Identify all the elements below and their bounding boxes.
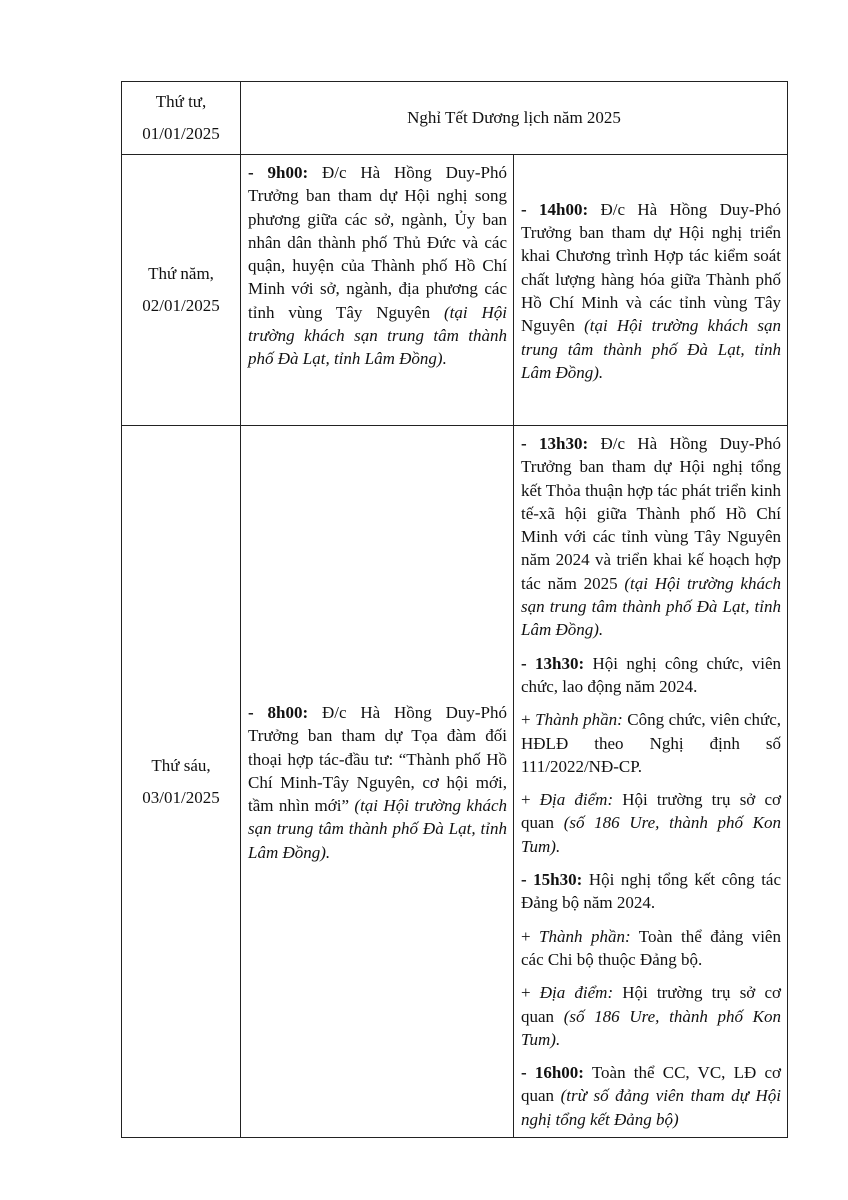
entry-time: - 8h00:	[248, 702, 309, 722]
participants-label: Thành phần:	[539, 926, 631, 946]
entry-location	[521, 788, 781, 858]
day-cell	[122, 426, 241, 1138]
morning-cell	[241, 426, 514, 1138]
day-name: Thứ sáu,	[151, 755, 211, 775]
holiday-cell: Nghỉ Tết Dương lịch năm 2025	[241, 82, 788, 155]
entry-time: - 15h30:	[521, 870, 583, 890]
entry-text: Hội nghị tổng kết công tác Đảng bộ năm 2024.	[521, 870, 782, 913]
afternoon-cell	[514, 155, 788, 426]
bullet-prefix: +	[521, 983, 540, 1003]
participants-text: Toàn thể đảng viên các Chi bộ thuộc Đảng bộ.	[521, 926, 781, 969]
entry-note: (tại Hội trường khách sạn trung tâm thành phố Đà Lạt, tỉnh Lâm Đồng).	[521, 573, 781, 640]
entry-note: (tại Hội trường khách sạn trung tâm thành phố Đà Lạt, tỉnh Lâm Đồng).	[248, 796, 507, 862]
entry-participants	[521, 708, 781, 778]
schedule-entry	[521, 198, 781, 384]
entry-note: (tại Hội trường khách sạn trung tâm thành phố Đà Lạt, tỉnh Lâm Đồng).	[248, 302, 507, 369]
day-date: 03/01/2025	[142, 787, 220, 807]
day-date: 02/01/2025	[142, 296, 220, 315]
schedule-entry	[521, 432, 781, 642]
location-label: Địa điểm:	[539, 790, 614, 810]
entry-text: Đ/c Hà Hồng Duy-Phó Trưởng ban tham dự Hội nghị triển khai Chương trình Hợp tác kiểm soát chất lượng hàng hóa giữa Thành phố Hồ Chí Minh và các tỉnh vùng Tây Nguyên	[521, 199, 781, 336]
day-name: Thứ năm,	[148, 264, 214, 283]
entry-text: Đ/c Hà Hồng Duy-Phó Trưởng ban tham dự Tọa đàm đối thoại hợp tác-đầu tư: “Thành phố Hồ Chí Minh-Tây Nguyên, cơ hội mới, tầm nhìn mới”	[248, 702, 507, 816]
bullet-prefix: +	[521, 790, 540, 810]
schedule-entry	[248, 701, 507, 864]
schedule-entry	[521, 652, 781, 699]
schedule-entry	[521, 1061, 781, 1131]
location-label: Địa điểm:	[539, 983, 614, 1003]
participants-label: Thành phần:	[535, 710, 623, 730]
entry-text: Toàn thể CC, VC, LĐ cơ quan	[521, 1063, 781, 1106]
location-text: Hội trường trụ sở cơ quan	[521, 983, 781, 1026]
day-date: 01/01/2025	[142, 124, 220, 143]
bullet-prefix: +	[521, 926, 540, 946]
schedule-table	[121, 81, 788, 1138]
entry-text: Đ/c Hà Hồng Duy-Phó Trưởng ban tham dự Hội nghị song phương giữa các sở, ngành, Ủy ban nhân dân thành phố Thủ Đức và các quận, huyện của Thành phố Hồ Chí Minh với sở, ngành, địa phương các tỉnh vùng Tây Nguyên	[248, 163, 507, 322]
entry-note: (trừ số đảng viên tham dự Hội nghị tổng kết Đảng bộ)	[521, 1086, 782, 1129]
entry-note: (tại Hội trường khách sạn trung tâm thành phố Đà Lạt, tỉnh Lâm Đồng).	[521, 316, 781, 382]
entry-text: Hội nghị công chức, viên chức, lao động năm 2024.	[521, 653, 782, 696]
entry-time: - 9h00:	[248, 163, 309, 182]
table-row	[122, 82, 788, 155]
table-row	[122, 426, 788, 1138]
entry-time: - 13h30:	[521, 434, 589, 453]
entry-location	[521, 981, 781, 1051]
location-note: (số 186 Ure, thành phố Kon Tum).	[521, 813, 782, 856]
schedule-entry	[521, 868, 781, 915]
location-text: Hội trường trụ sở cơ quan	[521, 790, 781, 833]
entry-time: - 13h30:	[521, 653, 585, 673]
day-name: Thứ tư,	[155, 92, 207, 111]
morning-cell	[241, 155, 514, 426]
participants-text: Công chức, viên chức, HĐLĐ theo Nghị định số 111/2022/NĐ-CP.	[521, 710, 782, 776]
table-row	[122, 155, 788, 426]
schedule-entry	[248, 161, 507, 371]
afternoon-cell	[514, 426, 788, 1138]
location-note: (số 186 Ure, thành phố Kon Tum).	[521, 1006, 782, 1049]
day-cell	[122, 82, 241, 155]
entry-participants	[521, 925, 781, 972]
entry-text: Đ/c Hà Hồng Duy-Phó Trưởng ban tham dự Hội nghị tổng kết Thỏa thuận hợp tác phát triển kinh tế-xã hội giữa Thành phố Hồ Chí Minh với các tỉnh vùng Tây Nguyên năm 2024 và triển khai kế hoạch hợp tác năm 2025	[521, 434, 781, 593]
bullet-prefix: +	[521, 710, 536, 730]
day-cell	[122, 155, 241, 426]
entry-time: - 16h00:	[521, 1063, 584, 1083]
entry-time: - 14h00:	[521, 199, 589, 219]
